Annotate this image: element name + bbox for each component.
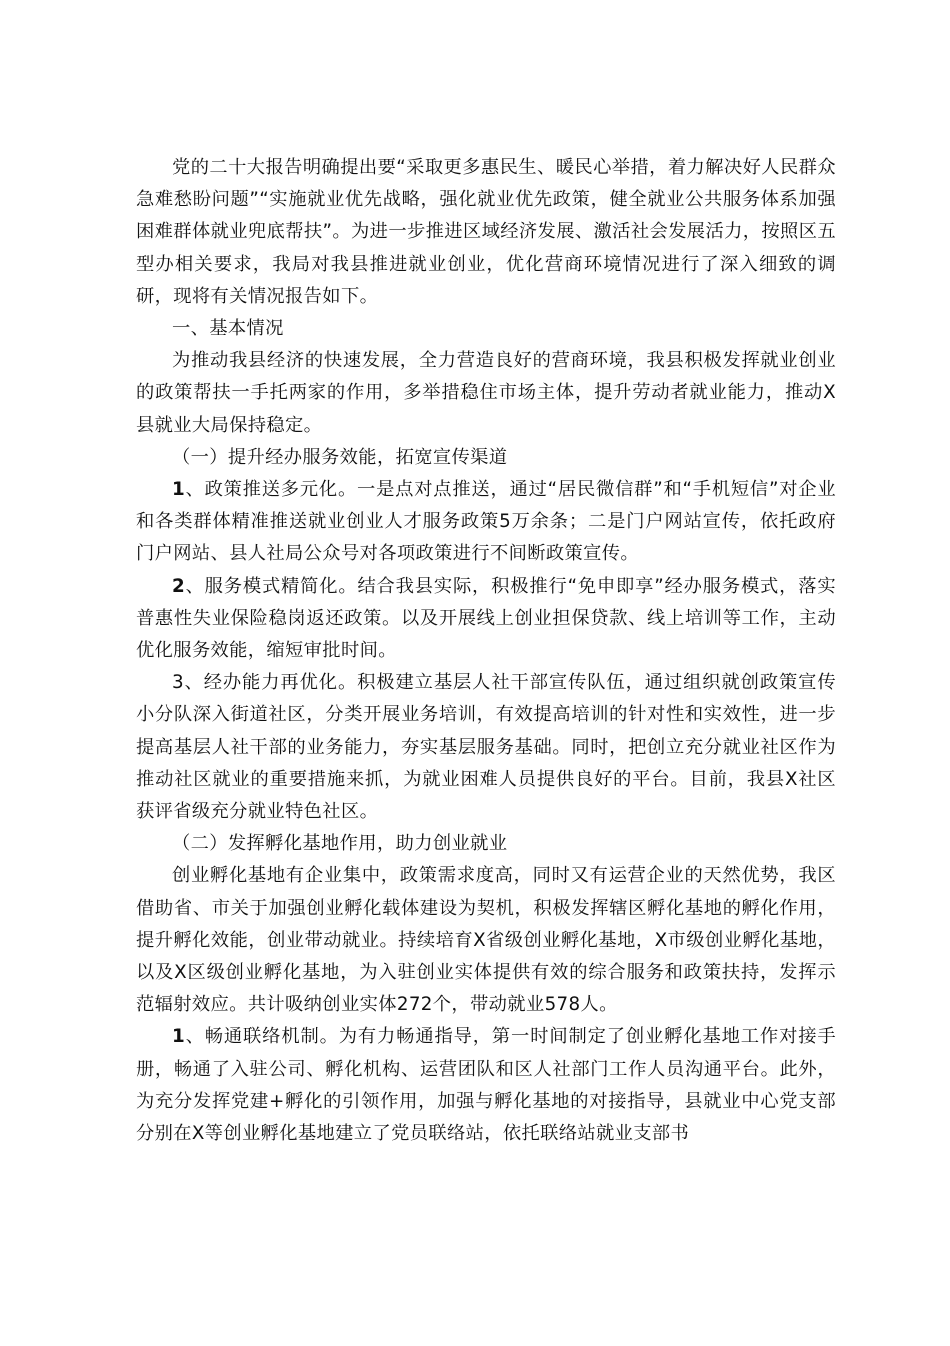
item-number: 1: [172, 479, 186, 501]
paragraph-service-mode: [136, 571, 836, 668]
paragraph-incubation: 创业孵化基地有企业集中，政策需求度高，同时又有运营企业的天然优势，我区借助省、市关于加强创业孵化载体建设为契机，积极发挥辖区孵化基地的孵化作用，提升孵化效能，创业带动就业。持续培育X省级创业孵化基地，X市级创业孵化基地，以及X区级创业孵化基地，为入驻创业实体提供有效的综合服务和政策扶持，发挥示范辐射效应。共计吸纳创业实体272个，带动就业578人。: [136, 865, 836, 1016]
item-text: 、服务模式精简化。结合我县实际，积极推行“免申即享”经办服务模式，落实普惠性失业保险稳岗返还政策。以及开展线上创业担保贷款、线上培训等工作，主动优化服务效能，缩短审批时间。: [136, 575, 836, 662]
paragraph-intro: 党的二十大报告明确提出要“采取更多惠民生、暖民心举措，着力解决好人民群众急难愁盼问题”“实施就业优先战略，强化就业优先政策，健全就业公共服务体系加强困难群体就业兜底帮扶”。为进一步推进区域经济发展、激活社会发展活力，按照区五型办相关要求，我局对我县推进就业创业，优化营商环境情况进行了深入细致的调研，现将有关情况报告如下。: [136, 157, 836, 307]
item-number: 2: [172, 575, 186, 597]
subheading-service-efficiency: （一）提升经办服务效能，拓宽宣传渠道: [172, 446, 508, 468]
item-text: 、畅通联络机制。为有力畅通指导，第一时间制定了创业孵化基地工作对接手册，畅通了入驻公司、孵化机构、运营团队和区人社部门工作人员沟通平台。此外，为充分发挥党建+孵化的引领作用，加强与孵化基地的对接指导，县就业中心党支部分别在X等创业孵化基地建立了党员联络站，依托联络站就业支部书: [136, 1026, 836, 1145]
subheading-incubation-base: （二）发挥孵化基地作用，助力创业就业: [172, 833, 508, 855]
document-body: [136, 152, 836, 1150]
paragraph-policy-push: [136, 474, 836, 571]
item-number: 1: [172, 1026, 186, 1048]
paragraph-basic-situation: 为推动我县经济的快速发展，全力营造良好的营商环境，我县积极发挥就业创业的政策帮扶一手托两家的作用，多举措稳住市场主体，提升劳动者就业能力，推动X县就业大局保持稳定。: [136, 350, 836, 436]
section-heading-basic-situation: 一、基本情况: [172, 318, 284, 340]
paragraph-service-capability: 3、经办能力再优化。积极建立基层人社干部宣传队伍，通过组织就创政策宣传小分队深入街道社区，分类开展业务培训，有效提高培训的针对性和实效性，进一步提高基层人社干部的业务能力，夯实基层服务基础。同时，把创立充分就业社区作为推动社区就业的重要措施来抓，为就业困难人员提供良好的平台。目前，我县X社区获评省级充分就业特色社区。: [136, 672, 836, 823]
paragraph-liaison-mechanism: [136, 1021, 836, 1150]
item-text: 、政策推送多元化。一是点对点推送，通过“居民微信群”和“手机短信”对企业和各类群体精准推送就业创业人才服务政策5万余条；二是门户网站宣传，依托政府门户网站、县人社局公众号对各项政策进行不间断政策宣传。: [136, 479, 836, 565]
